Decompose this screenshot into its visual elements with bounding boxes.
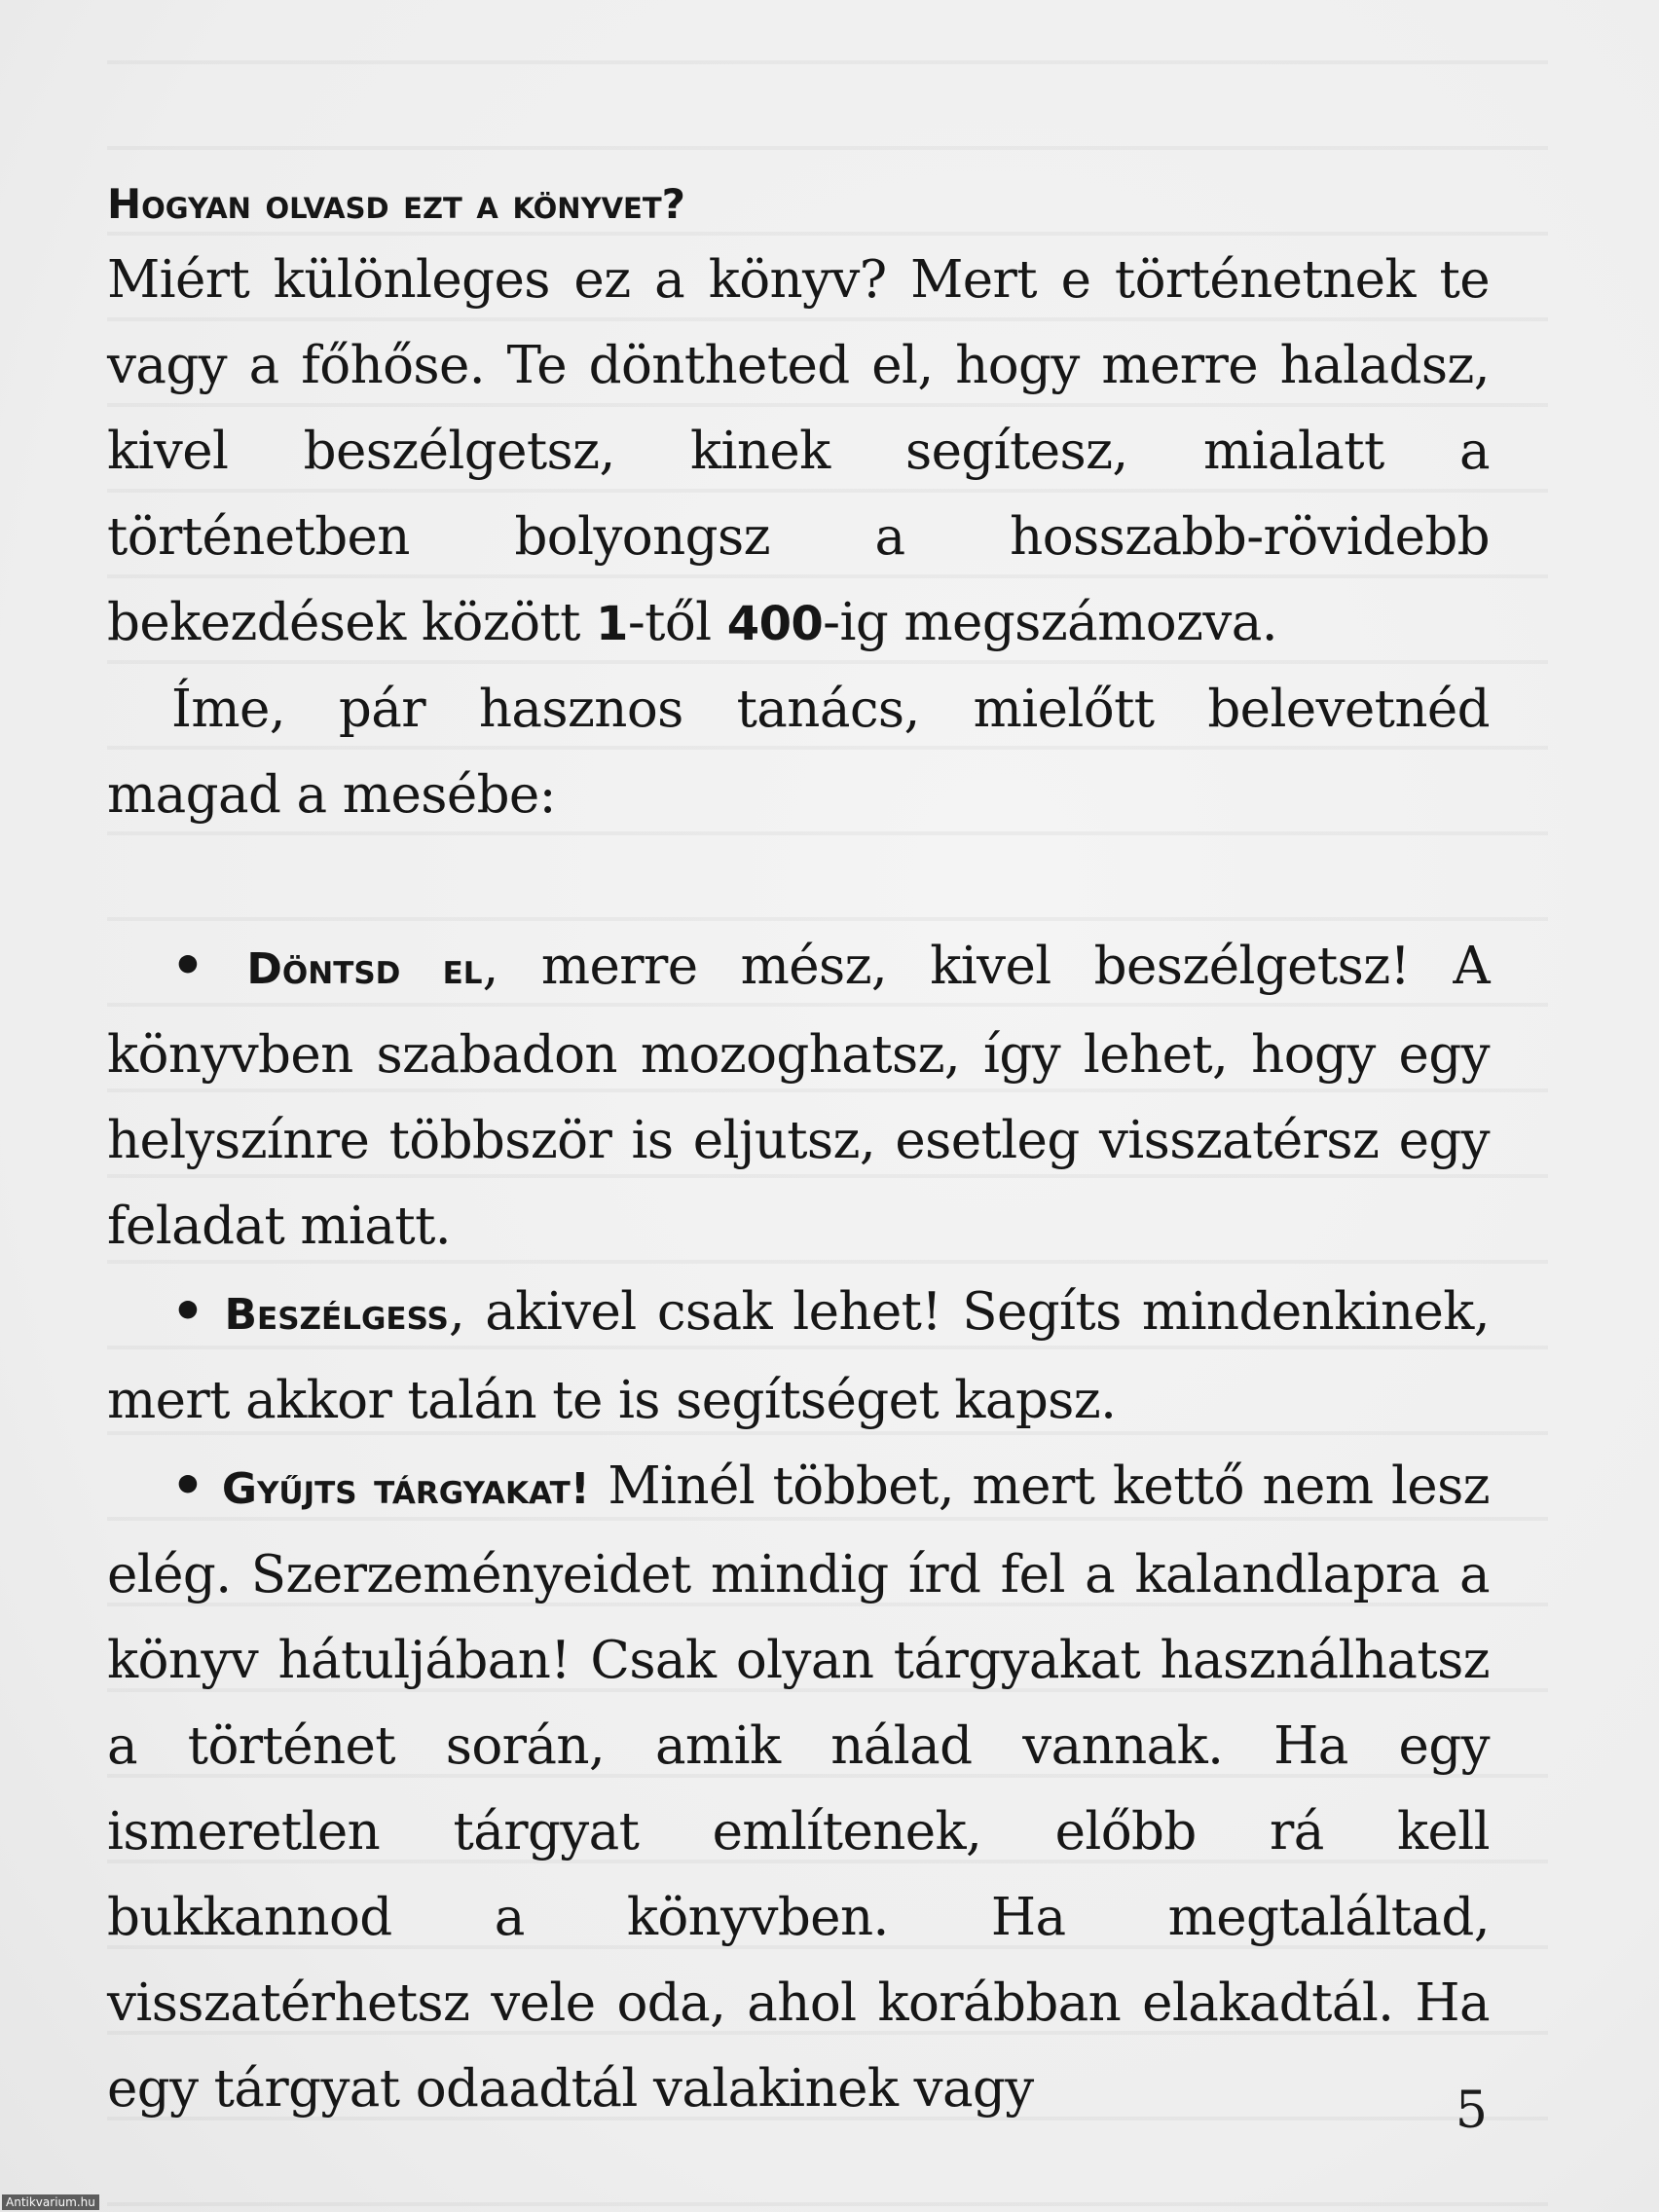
page-content: [107, 173, 1490, 2132]
intro-paragraph: [107, 238, 1490, 667]
bullet-icon: •: [171, 937, 204, 996]
tip-text: , akivel csak lehet! Segíts mindenkinek, mert akkor talán te is segítséget kapsz.: [107, 1282, 1491, 1430]
advice-intro-paragraph: Íme, pár hasznos tanács, mielőtt belevetnéd magad a mesébe:: [107, 680, 1490, 825]
tip-item: [107, 1444, 1490, 2132]
paragraph-gap: [107, 838, 1490, 924]
tip-term: Beszélgess: [224, 1290, 449, 1340]
bullet-icon: •: [171, 1282, 204, 1342]
tip-term: Gyűjts tárgyakat!: [221, 1464, 590, 1514]
watermark-label: Antikvarium.hu: [2, 2194, 99, 2210]
tip-text: , merre mész, kivel beszélgetsz! A könyvben szabadon mozoghatsz, így lehet, hogy egy helyszínre többször is eljutsz, esetleg visszatérsz egy feladat miatt.: [107, 937, 1490, 1256]
tip-item: [107, 924, 1490, 1270]
bullet-icon: •: [171, 1456, 204, 1516]
tip-term: Döntsd el: [246, 944, 483, 994]
page-number: 5: [1455, 2082, 1488, 2140]
range-end-number: 400: [726, 597, 824, 651]
range-start-number: 1: [596, 597, 628, 651]
tip-item: [107, 1270, 1490, 1444]
intro-text: Miért különleges ez a könyv? Mert e történetnek te vagy a főhőse. Te döntheted el, hogy merre haladsz, kivel beszélgetsz, kinek segítesz, mialatt a történetben bolyongsz a hosszabb-rövidebb bekezdések között: [107, 250, 1490, 652]
range-end-suffix: -ig megszámozva.: [823, 593, 1277, 652]
range-start-suffix: -től: [627, 593, 712, 652]
tip-text: Minél többet, mert kettő nem lesz elég. Szerzeményeidet mindig írd fel a kalandlapra a könyv hátuljában! Csak olyan tárgyakat használhatsz a történet során, amik nálad vannak. Ha egy ismeretlen tárgyat említenek, előbb rá kell bukkannod a könyvben. Ha megtaláltad, visszatérhetsz vele oda, ahol korábban elakadtál. Ha egy tárgyat odaadtál valakinek vagy: [107, 1456, 1490, 2119]
section-heading: Hogyan olvasd ezt a könyvet?: [107, 180, 685, 228]
